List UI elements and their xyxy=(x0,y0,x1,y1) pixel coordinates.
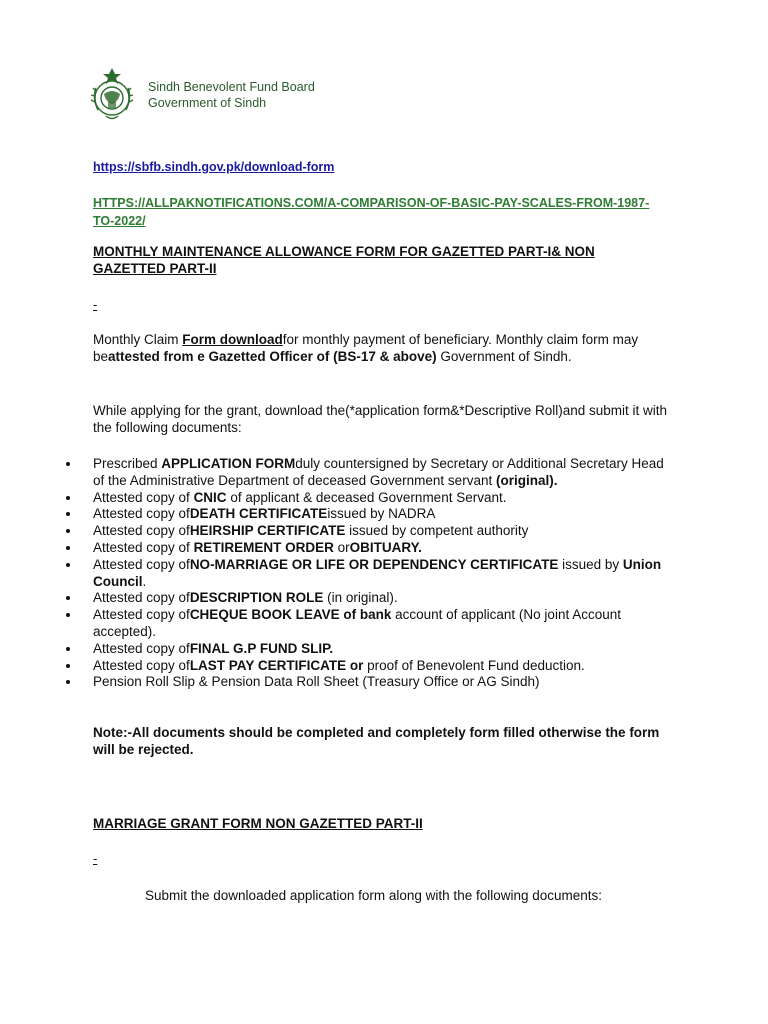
list-item-text: Attested copy of xyxy=(93,523,190,539)
list-item xyxy=(62,557,672,591)
section2-heading: MARRIAGE GRANT FORM NON GAZETTED PART-II xyxy=(93,816,423,831)
list-item-text: Union Council xyxy=(93,556,662,589)
list-item-text: DESCRIPTION ROLE xyxy=(189,590,324,606)
list-item-text: Attested copy of xyxy=(93,640,190,656)
list-item-text: OBITUARY. xyxy=(349,539,422,555)
claim-text-c: for monthly payment of beneficiary. Monthly claim form may be xyxy=(93,332,639,364)
list-item xyxy=(62,456,672,490)
section1-heading: MONTHLY MAINTENANCE ALLOWANCE FORM FOR GAZETTED PART-I& NON GAZETTED PART-II xyxy=(93,244,595,276)
list-item-text: Attested copy of xyxy=(93,556,190,572)
list-item-text: DEATH CERTIFICATE xyxy=(189,506,328,522)
list-item-text: FINAL G.P FUND SLIP. xyxy=(189,640,334,656)
list-item-text: Attested copy of xyxy=(93,539,194,555)
list-item xyxy=(62,490,672,507)
download-form-link[interactable]: https://sbfb.sindh.gov.pk/download-form xyxy=(93,160,335,174)
download-form-link-row xyxy=(93,158,672,176)
section2-dash: - xyxy=(93,851,98,866)
list-item-text: account of applicant (No joint Account accepted). xyxy=(93,607,621,639)
list-item xyxy=(62,674,672,691)
list-item-text: issued by competent authority xyxy=(345,523,529,539)
form-download-label: Form download xyxy=(182,332,283,347)
list-item xyxy=(62,523,672,540)
list-item-text: duly countersigned by Secretary or Additional Secretary Head of the Administrative Department of deceased Government servant xyxy=(93,456,664,488)
list-item-text: Attested copy of xyxy=(93,590,190,606)
list-item-text: issued by NADRA xyxy=(327,506,436,522)
list-item-text: Attested copy of xyxy=(93,607,190,623)
applying-paragraph: While applying for the grant, download the(*application form&*Descriptive Roll)and submit it with the following documents: xyxy=(93,403,668,435)
note-text: Note:-All documents should be completed and completely form filled otherwise the form will be rejected. xyxy=(93,725,660,757)
claim-text-a: Monthly Claim xyxy=(93,332,183,347)
header xyxy=(86,66,315,124)
list-item-text: LAST PAY CERTIFICATE or xyxy=(189,657,364,673)
claim-text-e: Government of Sindh. xyxy=(436,349,572,364)
pay-scales-link[interactable]: HTTPS://ALLPAKNOTIFICATIONS.COM/A-COMPARISON-OF-BASIC-PAY-SCALES-FROM-1987-TO-2022/ xyxy=(93,196,650,228)
list-item-text: Attested copy of xyxy=(93,657,190,673)
list-item-text: . xyxy=(142,573,147,589)
org-line1: Sindh Benevolent Fund Board xyxy=(148,80,315,94)
list-item-text: (in original). xyxy=(323,590,398,606)
section1-dash: - xyxy=(93,297,98,312)
list-item xyxy=(62,540,672,557)
list-item-text: CNIC xyxy=(193,489,227,505)
list-item-text: CHEQUE BOOK LEAVE of bank xyxy=(189,607,392,623)
list-item-text: issued by xyxy=(558,556,623,572)
list-item-text: or xyxy=(333,539,350,555)
list-item xyxy=(62,506,672,523)
org-line2: Government of Sindh xyxy=(148,96,267,110)
list-item-text: Attested copy of xyxy=(93,506,190,522)
list-item xyxy=(62,590,672,607)
list-item-text: APPLICATION FORM xyxy=(161,456,296,471)
list-item-text: RETIREMENT ORDER xyxy=(193,539,334,555)
list-item xyxy=(62,641,672,658)
list-item-text: HEIRSHIP CERTIFICATE xyxy=(189,523,346,539)
list-item-text: (original). xyxy=(495,472,558,488)
submit-instruction: Submit the downloaded application form along with the following documents: xyxy=(145,888,603,903)
list-item-text: of applicant & deceased Government Servant. xyxy=(226,489,507,505)
list-item-text: proof of Benevolent Fund deduction. xyxy=(363,657,585,673)
list-item-text: Pension Roll Slip & Pension Data Roll Sheet (Treasury Office or AG Sindh) xyxy=(93,674,540,690)
required-documents-list xyxy=(62,456,672,691)
list-item-text: NO-MARRIAGE OR LIFE OR DEPENDENCY CERTIFICATE xyxy=(189,556,559,572)
list-item-text: Attested copy of xyxy=(93,489,194,505)
list-item xyxy=(62,658,672,675)
organization-name xyxy=(148,79,315,111)
monthly-claim-paragraph xyxy=(93,331,672,365)
sindh-government-emblem-icon xyxy=(86,66,138,124)
claim-text-d: attested from e Gazetted Officer of (BS-17 & above) xyxy=(108,349,437,364)
list-item xyxy=(62,607,672,641)
list-item-text: Prescribed xyxy=(93,456,162,471)
pay-scales-link-row xyxy=(93,194,658,230)
